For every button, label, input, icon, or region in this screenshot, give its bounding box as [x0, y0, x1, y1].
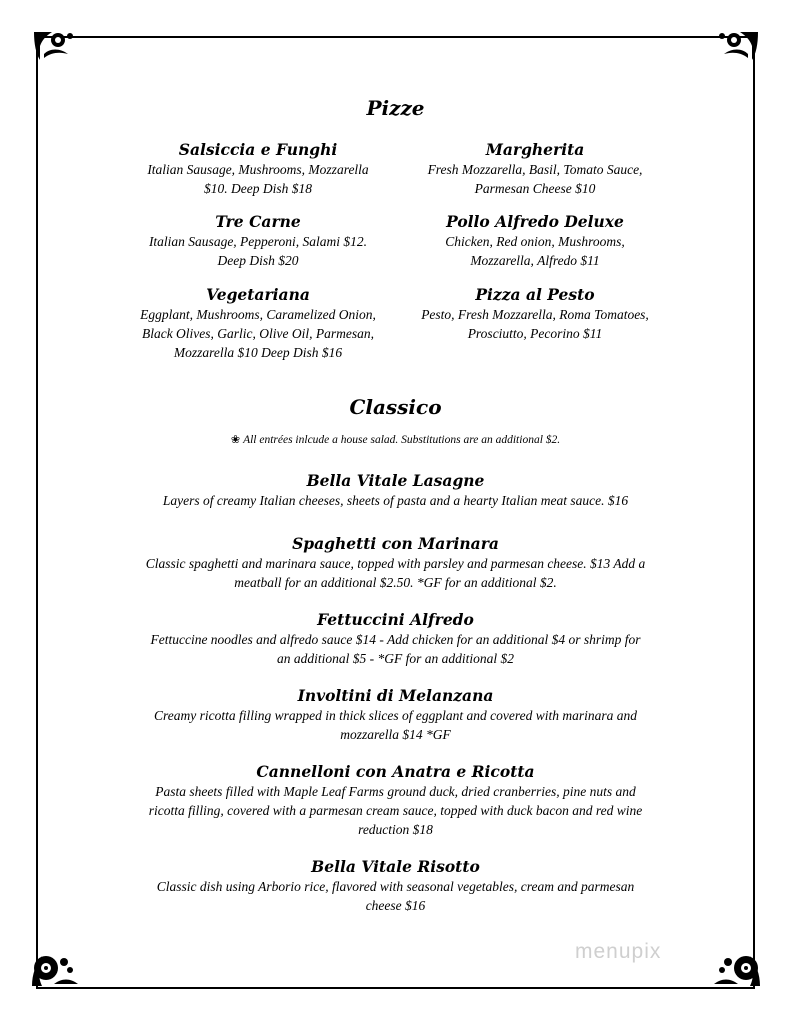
section-title-classico: Classico: [349, 395, 442, 419]
floral-ornament-icon: [32, 30, 76, 64]
menu-item: [130, 471, 661, 510]
item-description: Pasta sheets filled with Maple Leaf Farms ground duck, dried cranberries, pine nuts and ricotta filling, covered with a parmesan cream sauce, topped with duck bacon and red wine reduction $18: [148, 784, 643, 837]
menu-item: [140, 285, 376, 362]
item-name: Pizza al Pesto: [475, 285, 595, 304]
item-description: Fettuccine noodles and alfredo sauce $14 - Add chicken for an additional $4 or shrimp for an additional $5 - *GF for an additional $2: [150, 632, 641, 666]
item-description: Italian Sausage, Pepperoni, Salami $12. Deep Dish $20: [148, 234, 368, 268]
menu-item: [150, 610, 641, 668]
floral-ornament-icon: [716, 30, 760, 64]
entree-note: [0, 433, 791, 446]
item-name: Margherita: [485, 140, 585, 159]
menu-item: [130, 534, 661, 592]
item-description: Layers of creamy Italian cheeses, sheets of pasta and a hearty Italian meat sauce. $16: [162, 493, 629, 508]
item-description: Classic spaghetti and marinara sauce, topped with parsley and parmesan cheese. $13 Add a meatball for an additional $2.50. *GF for an additional $2.: [145, 556, 646, 590]
item-name: Fettuccini Alfredo: [317, 610, 474, 629]
item-name: Vegetariana: [206, 285, 310, 304]
menu-item: [415, 212, 655, 270]
item-description: Eggplant, Mushrooms, Caramelized Onion, Black Olives, Garlic, Olive Oil, Parmesan, Mozzarella $10 Deep Dish $16: [140, 307, 376, 360]
floral-ornament-icon: [712, 944, 764, 988]
menu-item: [140, 762, 651, 839]
menu-item: [140, 686, 651, 744]
item-name: Pollo Alfredo Deluxe: [446, 212, 624, 231]
item-name: Salsiccia e Funghi: [178, 140, 338, 159]
menu-item: [415, 285, 655, 343]
item-name: Tre Carne: [215, 212, 301, 231]
menu-item: [140, 212, 376, 270]
section-title-pizze: Pizze: [366, 96, 425, 120]
item-description: Creamy ricotta filling wrapped in thick slices of eggplant and covered with marinara and mozzarella $14 *GF: [153, 708, 638, 742]
menu-item: [140, 140, 376, 198]
floral-ornament-icon: [28, 944, 80, 988]
item-name: Spaghetti con Marinara: [292, 534, 499, 553]
leaf-bullet-icon: ❀: [230, 434, 241, 446]
item-description: Fresh Mozzarella, Basil, Tomato Sauce, Parmesan Cheese $10: [427, 162, 643, 196]
menu-item: [415, 140, 655, 198]
item-name: Involtini di Melanzana: [297, 686, 494, 705]
item-name: Bella Vitale Risotto: [311, 857, 480, 876]
item-name: Cannelloni con Anatra e Ricotta: [256, 762, 535, 781]
item-description: Italian Sausage, Mushrooms, Mozzarella $10. Deep Dish $18: [147, 162, 369, 196]
item-description: Pesto, Fresh Mozzarella, Roma Tomatoes, Prosciutto, Pecorino $11: [421, 307, 649, 341]
watermark: menupix: [575, 940, 662, 963]
item-name: Bella Vitale Lasagne: [306, 471, 485, 490]
item-description: Classic dish using Arborio rice, flavored with seasonal vegetables, cream and parmesan cheese $16: [156, 879, 635, 913]
item-description: Chicken, Red onion, Mushrooms, Mozzarella, Alfredo $11: [445, 234, 625, 268]
entree-note-text: All entrées inlcude a house salad. Substitutions are an additional $2.: [243, 434, 561, 446]
menu-item: [140, 857, 651, 915]
